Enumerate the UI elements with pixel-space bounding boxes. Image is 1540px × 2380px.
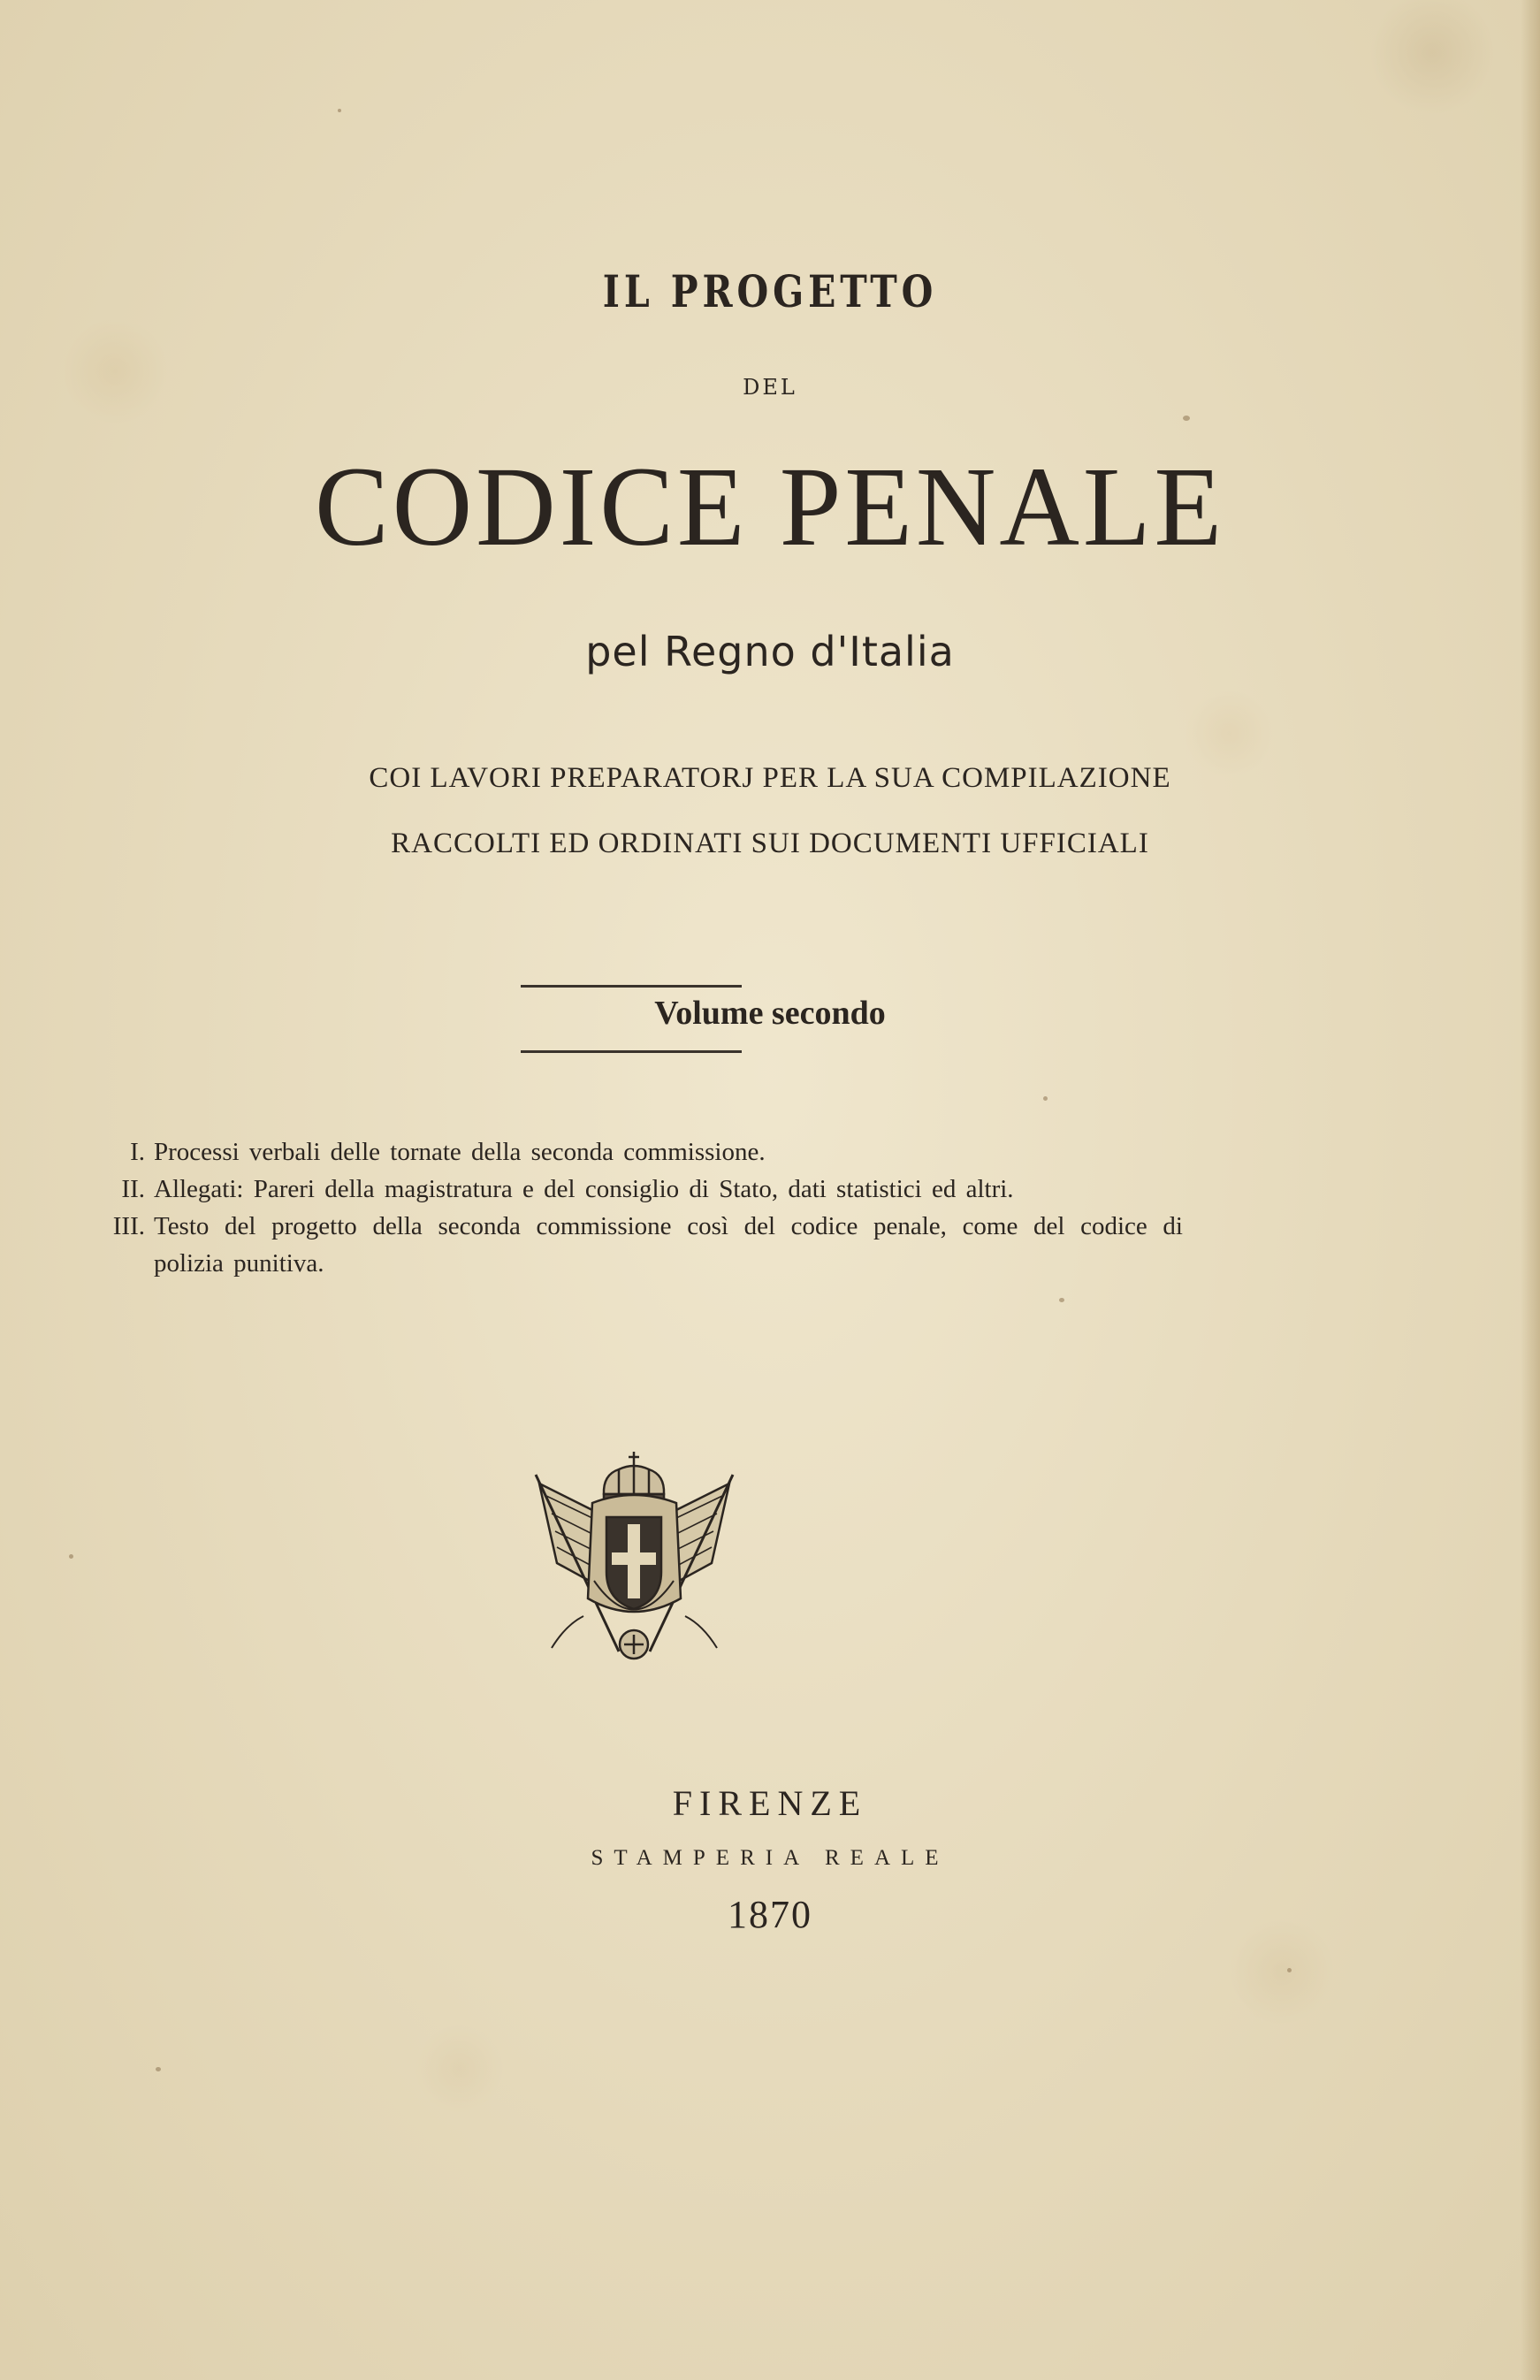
contents-item [87, 1208, 1183, 1282]
contents-text: Processi verbali delle tornate della seconda commissione. [154, 1138, 766, 1166]
contents-text: Testo del progetto della seconda commissione così del codice penale, come del codice di polizia punitiva. [154, 1212, 1183, 1278]
description-line-1: COI LAVORI PREPARATORJ PER LA SUA COMPILAZIONE [369, 762, 1171, 794]
main-title: CODICE PENALE [314, 444, 1226, 569]
foxing-spot [69, 1554, 73, 1559]
subtitle: pel Regno d'Italia [585, 628, 955, 675]
description-line-2: RACCOLTI ED ORDINATI SUI DOCUMENTI UFFICIALI [391, 828, 1149, 859]
contents-item [87, 1133, 1183, 1171]
rule-above-volume [521, 985, 742, 988]
foxing-spot [1059, 1298, 1064, 1302]
contents-text: Allegati: Pareri della magistratura e del consiglio di Stato, dati statistici ed altri. [154, 1175, 1014, 1203]
imprint-year: 1870 [728, 1893, 812, 1936]
volume-label: Volume secondo [654, 995, 886, 1032]
page-edge-shadow [1521, 0, 1540, 2380]
imprint-city: FIRENZE [672, 1783, 868, 1823]
contents-numeral: II. [121, 1175, 145, 1203]
title-connector: DEL [743, 375, 797, 400]
foxing-spot [156, 2067, 161, 2071]
foxing-spot [1043, 1096, 1048, 1101]
rule-below-volume [521, 1050, 742, 1053]
coat-of-arms-emblem [530, 1448, 738, 1669]
contents-numeral: III. [112, 1212, 145, 1240]
contents-item [87, 1171, 1183, 1208]
contents-list [87, 1133, 1183, 1282]
title-line: IL PROGETTO [602, 265, 938, 317]
imprint-printer: STAMPERIA REALE [591, 1846, 949, 1870]
foxing-spot [1287, 1968, 1292, 1972]
contents-numeral: I. [130, 1138, 145, 1166]
foxing-spot [1183, 416, 1190, 421]
foxing-spot [338, 109, 341, 112]
